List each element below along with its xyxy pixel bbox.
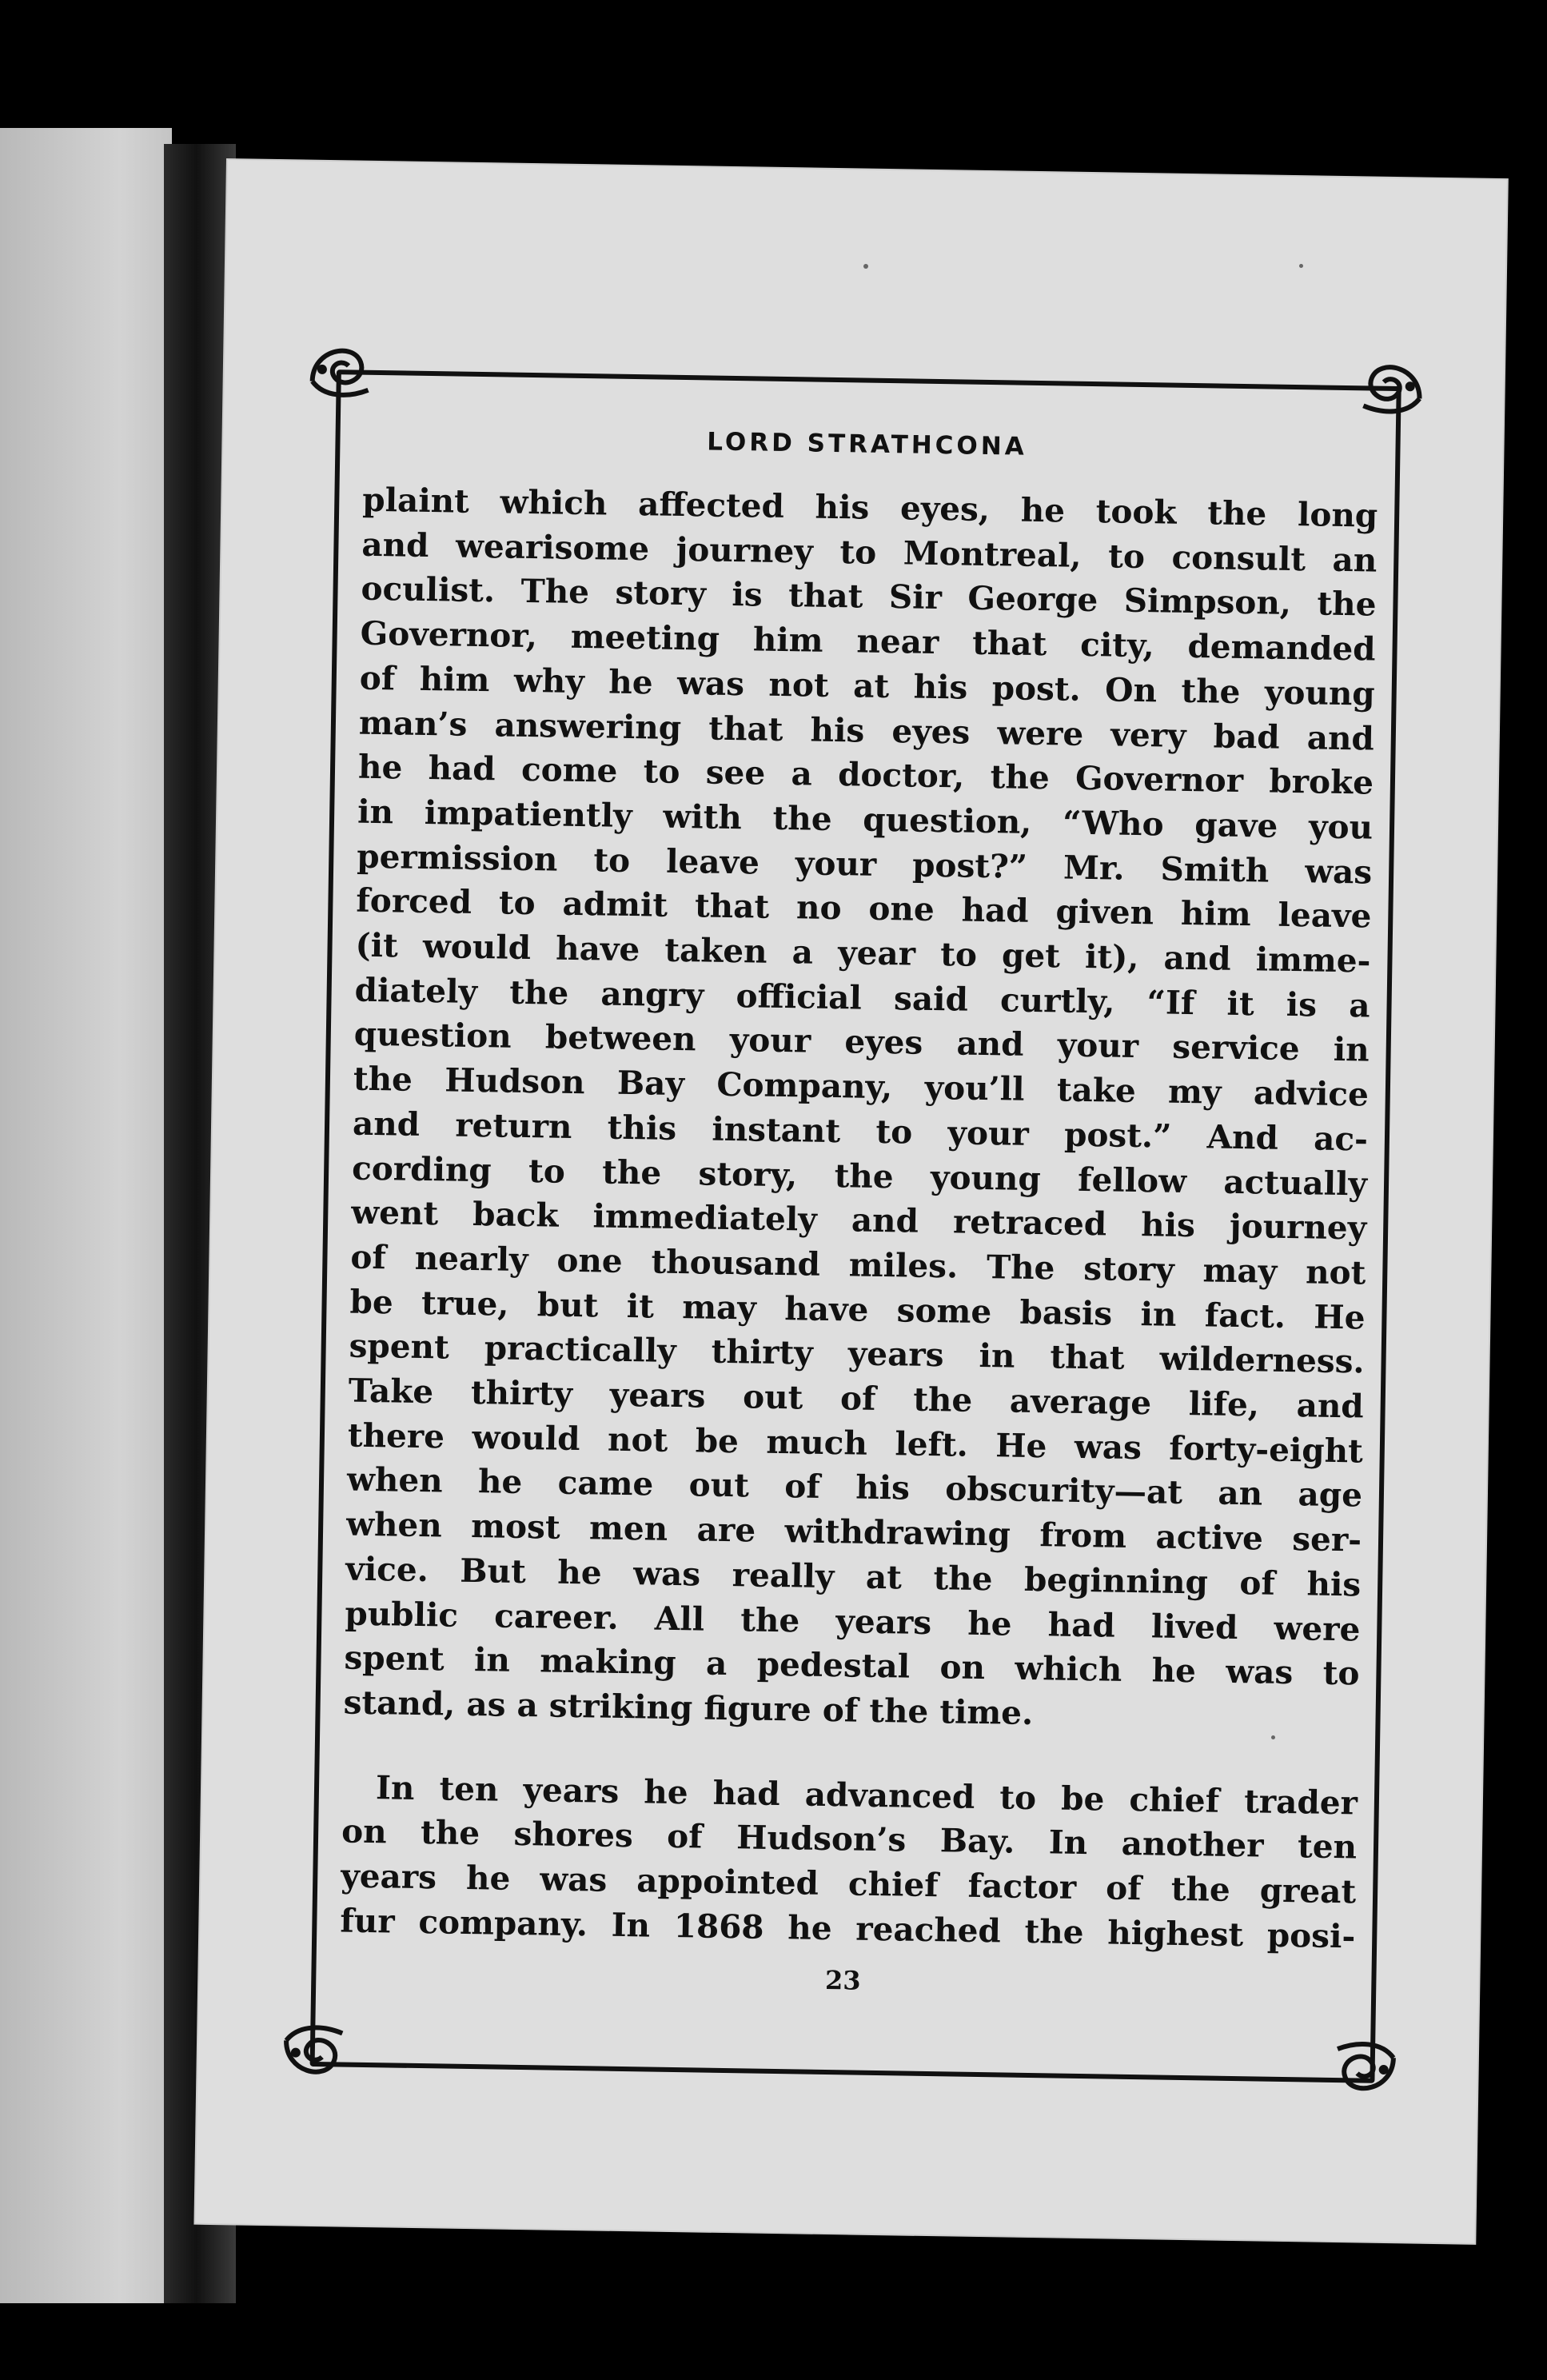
text-line: plaint which affected his eyes, he took the long bbox=[361, 480, 1378, 535]
text-line: of nearly one thousand miles. The story may not bbox=[350, 1237, 1366, 1292]
fleuron-scroll-icon bbox=[277, 2016, 350, 2089]
text-line: diately the angry official said curtly, “If it is a bbox=[354, 970, 1370, 1025]
fleuron-scroll-icon bbox=[304, 333, 377, 406]
text-line: In ten years he had advanced to be chief trader bbox=[375, 1767, 1358, 1823]
scan-speck bbox=[1299, 264, 1303, 268]
text-line: spent in making a pedestal on which he was to bbox=[344, 1638, 1360, 1693]
running-head: LORD STRATHCONA bbox=[707, 427, 1028, 461]
scan-speck bbox=[1271, 1735, 1275, 1739]
text-line: permission to leave your post?” Mr. Smith was bbox=[356, 837, 1373, 892]
fleuron-scroll-icon bbox=[1329, 2033, 1401, 2106]
text-line: Take thirty years out of the average life, and bbox=[348, 1371, 1365, 1426]
text-line: forced to admit that no one had given him leave bbox=[356, 881, 1372, 936]
text-line: and return this instant to your post.” And ac- bbox=[352, 1104, 1369, 1159]
text-line: in impatiently with the question, “Who gave you bbox=[357, 792, 1374, 847]
facing-page-edge bbox=[0, 128, 172, 2303]
body-text bbox=[340, 478, 1378, 1959]
book-page bbox=[195, 160, 1506, 2243]
paragraph bbox=[340, 1765, 1358, 1959]
fleuron-scroll-icon bbox=[1355, 349, 1428, 422]
text-line: and wearisome journey to Montreal, to consult an bbox=[361, 525, 1378, 580]
text-line: Governor, meeting him near that city, demanded bbox=[360, 613, 1376, 669]
page-number: 23 bbox=[824, 1965, 861, 1996]
text-line: he had come to see a doctor, the Governor broke bbox=[357, 747, 1374, 802]
text-line: stand, as a striking figure of the time. bbox=[343, 1683, 1034, 1733]
text-line: man’s answering that his eyes were very bad and bbox=[358, 703, 1375, 758]
text-line: spent practically thirty years in that wilderness. bbox=[349, 1326, 1365, 1381]
text-line: vice. But he was really at the beginning of his bbox=[345, 1549, 1362, 1604]
text-line: years he was appointed chief factor of the great bbox=[340, 1856, 1357, 1911]
text-line: of him why he was not at his post. On the young bbox=[359, 658, 1376, 713]
text-line: question between your eyes and your service in bbox=[353, 1015, 1370, 1069]
text-line: when he came out of his obscurity—at an age bbox=[346, 1460, 1363, 1515]
scan-speck bbox=[863, 264, 868, 269]
text-line: on the shores of Hudson’s Bay. In another ten bbox=[341, 1811, 1358, 1867]
text-line: when most men are withdrawing from active ser- bbox=[345, 1504, 1362, 1559]
text-line: went back immediately and retraced his journey bbox=[350, 1192, 1367, 1248]
text-line: public career. All the years he had lived were bbox=[345, 1594, 1361, 1649]
paragraph bbox=[343, 478, 1378, 1741]
text-line: (it would have taken a year to get it), and imme- bbox=[355, 925, 1371, 980]
text-line: fur company. In 1868 he reached the highest posi- bbox=[340, 1901, 1356, 1956]
text-line: cording to the story, the young fellow actually bbox=[351, 1148, 1368, 1204]
text-line: be true, but it may have some basis in fact. He bbox=[349, 1282, 1366, 1337]
text-line: oculist. The story is that Sir George Simpson, the bbox=[361, 569, 1377, 625]
text-line: there would not be much left. He was forty-eight bbox=[347, 1416, 1364, 1471]
text-line: the Hudson Bay Company, you’ll take my advice bbox=[353, 1059, 1370, 1114]
